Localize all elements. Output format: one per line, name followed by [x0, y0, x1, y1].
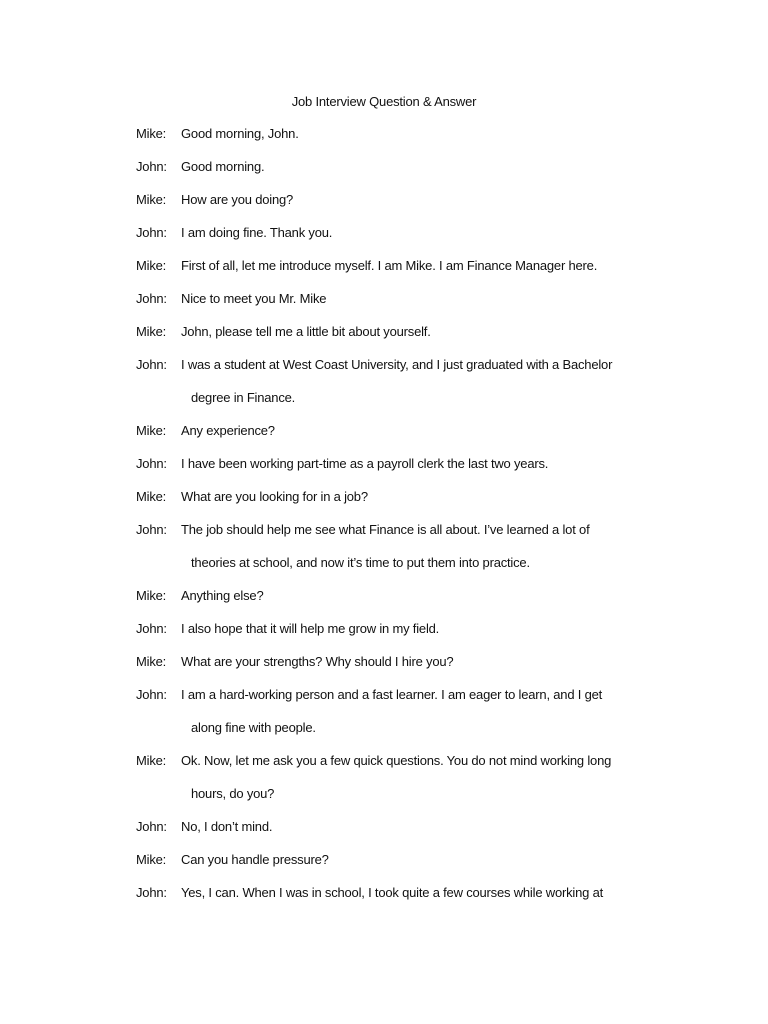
dialogue-text-line: Any experience?: [181, 423, 275, 438]
dialogue-text-line: I have been working part-time as a payroll clerk the last two years.: [181, 456, 549, 471]
dialogue-text: [181, 652, 656, 672]
dialogue-text: [181, 190, 656, 210]
dialogue-text-line: How are you doing?: [181, 192, 294, 207]
dialogue-line: [136, 157, 656, 177]
dialogue-text-line: Good morning.: [181, 159, 265, 174]
dialogue-text: [181, 520, 656, 573]
dialogue-text: [181, 487, 656, 507]
dialogue-text: [181, 850, 656, 870]
dialogue-line: [136, 586, 656, 606]
speaker-label: Mike:: [136, 753, 167, 768]
speaker-label: John:: [136, 357, 167, 372]
dialogue-text: [181, 817, 656, 837]
dialogue-text-line: I was a student at West Coast University, and I just graduated with a Bachelor: [181, 357, 613, 372]
dialogue-text-continuation: theories at school, and now it’s time to put them into practice.: [191, 555, 530, 570]
dialogue-line: [136, 190, 656, 210]
speaker-label: John:: [136, 291, 167, 306]
speaker-label: John:: [136, 885, 167, 900]
dialogue-text: [181, 223, 656, 243]
dialogue-line: [136, 619, 656, 639]
dialogue-text: [181, 355, 656, 408]
dialogue-text-line: I am doing fine. Thank you.: [181, 225, 333, 240]
dialogue-text: [181, 289, 656, 309]
dialogue-text-continuation: along fine with people.: [191, 720, 316, 735]
document-title: Job Interview Question & Answer: [291, 94, 477, 109]
dialogue-text-line: What are you looking for in a job?: [181, 489, 368, 504]
dialogue-line: [136, 454, 656, 474]
dialogue-text: [181, 685, 656, 738]
dialogue-line: [136, 124, 656, 144]
dialogue-text-continuation: degree in Finance.: [191, 390, 296, 405]
speaker-label: Mike:: [136, 654, 167, 669]
dialogue-line: [136, 685, 656, 738]
speaker-label: Mike:: [136, 852, 167, 867]
dialogue-text-line: Ok. Now, let me ask you a few quick questions. You do not mind working long: [181, 753, 612, 768]
dialogue-list: [136, 124, 656, 916]
dialogue-text: [181, 256, 656, 276]
dialogue-line: [136, 751, 656, 804]
dialogue-line: [136, 850, 656, 870]
speaker-label: John:: [136, 819, 167, 834]
speaker-label: Mike:: [136, 423, 167, 438]
speaker-label: John:: [136, 621, 167, 636]
dialogue-text-line: Yes, I can. When I was in school, I took quite a few courses while working at: [181, 885, 604, 900]
speaker-label: John:: [136, 225, 167, 240]
dialogue-text-continuation: hours, do you?: [191, 786, 275, 801]
speaker-label: Mike:: [136, 588, 167, 603]
speaker-label: John:: [136, 687, 167, 702]
dialogue-text: [181, 883, 656, 903]
speaker-label: John:: [136, 456, 167, 471]
dialogue-text-line: Anything else?: [181, 588, 264, 603]
dialogue-text-line: Can you handle pressure?: [181, 852, 329, 867]
dialogue-line: [136, 487, 656, 507]
dialogue-text: [181, 619, 656, 639]
dialogue-text-line: The job should help me see what Finance is all about. I’ve learned a lot of: [181, 522, 590, 537]
dialogue-text-line: John, please tell me a little bit about yourself.: [181, 324, 431, 339]
dialogue-text: [181, 124, 656, 144]
dialogue-line: [136, 289, 656, 309]
dialogue-text-line: I am a hard-working person and a fast learner. I am eager to learn, and I get: [181, 687, 603, 702]
dialogue-line: [136, 883, 656, 903]
dialogue-text-line: Nice to meet you Mr. Mike: [181, 291, 327, 306]
dialogue-text-line: I also hope that it will help me grow in my field.: [181, 621, 440, 636]
dialogue-line: [136, 223, 656, 243]
dialogue-line: [136, 817, 656, 837]
dialogue-text-line: What are your strengths? Why should I hire you?: [181, 654, 454, 669]
dialogue-text: [181, 751, 656, 804]
dialogue-text: [181, 157, 656, 177]
dialogue-text: [181, 454, 656, 474]
speaker-label: Mike:: [136, 324, 167, 339]
dialogue-text-line: Good morning, John.: [181, 126, 299, 141]
dialogue-text-line: No, I don’t mind.: [181, 819, 273, 834]
speaker-label: Mike:: [136, 126, 167, 141]
dialogue-text: [181, 586, 656, 606]
dialogue-text-line: First of all, let me introduce myself. I am Mike. I am Finance Manager here.: [181, 258, 598, 273]
dialogue-line: [136, 652, 656, 672]
speaker-label: John:: [136, 159, 167, 174]
dialogue-text: [181, 421, 656, 441]
dialogue-line: [136, 256, 656, 276]
speaker-label: Mike:: [136, 192, 167, 207]
speaker-label: Mike:: [136, 489, 167, 504]
dialogue-line: [136, 355, 656, 408]
dialogue-line: [136, 322, 656, 342]
dialogue-line: [136, 421, 656, 441]
dialogue-text: [181, 322, 656, 342]
speaker-label: Mike:: [136, 258, 167, 273]
speaker-label: John:: [136, 522, 167, 537]
dialogue-line: [136, 520, 656, 573]
